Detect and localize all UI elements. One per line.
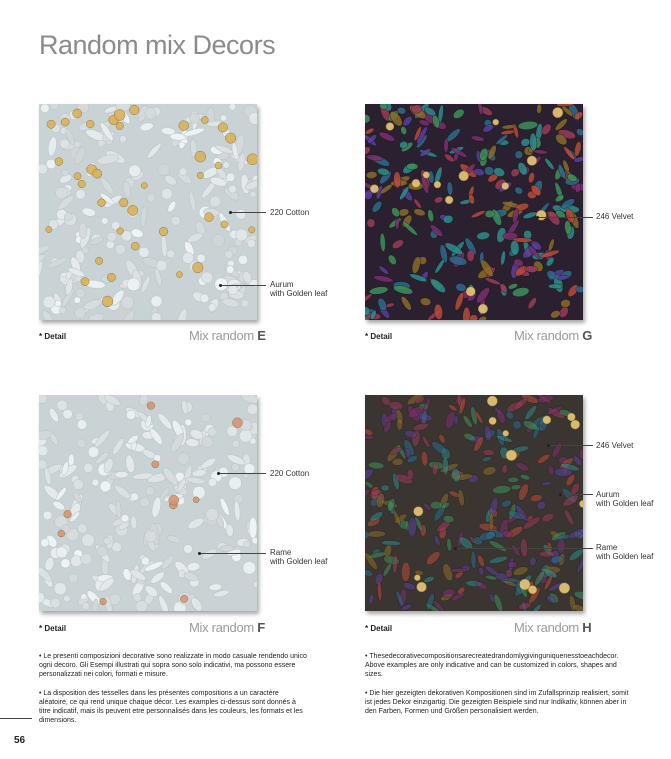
leader-dot — [229, 211, 232, 214]
accent-bead — [78, 180, 85, 187]
tessera — [397, 418, 403, 430]
accent-bead — [131, 242, 139, 250]
tessera — [208, 428, 217, 437]
tessera — [228, 285, 237, 294]
mosaic-tile-g — [365, 104, 583, 320]
tessera — [220, 115, 226, 121]
leader-dot — [454, 547, 457, 550]
tessera — [167, 250, 175, 258]
tessera — [77, 420, 87, 430]
accent-bead — [64, 510, 72, 518]
tessera — [226, 173, 235, 182]
accent-bead — [176, 272, 182, 278]
tessera — [71, 555, 82, 566]
tessera — [239, 429, 252, 442]
tessera — [201, 272, 213, 284]
accent-bead — [46, 226, 52, 232]
callout-g-velvet: 246 Velvet — [596, 212, 634, 221]
page-number: 56 — [14, 735, 26, 746]
tessera — [54, 583, 66, 595]
tessera — [82, 534, 95, 547]
accent-bead — [215, 162, 222, 169]
callout-h-velvet: 246 Velvet — [596, 441, 634, 450]
accent-bead — [120, 198, 129, 207]
callout-f-cotton: 220 Cotton — [270, 469, 310, 478]
tessera — [161, 188, 172, 199]
accent-bead — [147, 402, 155, 410]
tessera — [74, 308, 85, 319]
page-number-rule — [0, 718, 32, 719]
leader-dot — [547, 444, 550, 447]
callout-e-aurum: Aurum with Golden leaf — [270, 280, 328, 298]
tessera — [243, 541, 250, 548]
tessera — [59, 307, 66, 314]
accent-bead — [86, 120, 94, 128]
leader-dot — [536, 216, 539, 219]
tessera — [76, 289, 85, 298]
tessera — [236, 209, 246, 219]
tessera — [121, 296, 134, 309]
tessera — [81, 594, 87, 600]
tessera — [139, 247, 149, 257]
tessera — [60, 276, 67, 283]
accent-bead — [107, 273, 115, 281]
accent-bead — [114, 110, 125, 121]
tessera — [64, 213, 72, 221]
leader-dot — [217, 472, 220, 475]
tessera — [367, 531, 386, 538]
tessera — [100, 481, 111, 492]
tessera — [229, 104, 236, 110]
tessera — [147, 194, 155, 202]
tessera — [77, 439, 86, 448]
accent-bead — [413, 507, 423, 517]
accent-bead — [195, 151, 206, 162]
tessera — [107, 232, 116, 241]
accent-bead — [414, 575, 420, 581]
tessera — [88, 447, 99, 458]
tessera — [146, 487, 155, 496]
detail-label-e: * Detail — [39, 332, 67, 341]
accent-bead — [141, 183, 147, 189]
tessera — [208, 303, 216, 311]
note-french: • La disposition des tesselles dans les présentes compositions a un caractère aléatoire, ce qui rend unique chaque décor. Les examples ci-dessus sont donnés à titre indicatif, mais ils peuvent etre personnalisés dans les couleurs, les formats et les dimensions. — [39, 690, 303, 724]
tessera — [200, 294, 209, 303]
tessera — [141, 557, 149, 565]
tessera — [236, 229, 248, 241]
tessera — [225, 250, 233, 258]
tessera — [64, 595, 71, 602]
accent-bead — [117, 228, 124, 235]
tessera — [145, 108, 156, 119]
accent-bead — [152, 461, 159, 468]
tessera — [232, 440, 239, 447]
leader-line — [218, 473, 266, 474]
accent-bead — [225, 133, 235, 143]
note-italian: • Le presenti composizioni decorative sono realizzate in modo casuale rendendo unico ogni decoro. Gli Esempi illustrati qui sopra sono solo indicativi, ma possono essere personalizzati nei colori, formati e misure. — [39, 653, 307, 678]
tessera — [82, 247, 89, 254]
tessera — [249, 517, 257, 538]
mix-label-h: Mix random H — [514, 620, 592, 635]
accent-bead — [128, 205, 138, 215]
tessera — [106, 241, 114, 249]
leader-line — [537, 217, 593, 218]
callout-e-cotton: 220 Cotton — [270, 208, 310, 217]
tessera — [84, 463, 93, 472]
accent-bead — [232, 418, 242, 428]
accent-bead — [423, 172, 430, 179]
accent-bead — [417, 582, 427, 592]
tessera — [208, 478, 216, 486]
tessera — [539, 551, 555, 557]
tessera — [129, 165, 141, 177]
tessera — [126, 410, 135, 419]
tessera — [444, 138, 449, 152]
accent-bead — [193, 262, 204, 273]
tessera — [78, 524, 88, 534]
tessera — [250, 191, 256, 197]
detail-label-h: * Detail — [365, 624, 393, 633]
accent-bead — [180, 595, 188, 603]
tessera — [178, 452, 190, 464]
tessera — [46, 159, 56, 169]
callout-f-rame: Rame with Golden leaf — [270, 548, 328, 566]
tessera — [156, 260, 167, 271]
tessera — [81, 553, 92, 564]
mosaic-tile-h — [365, 395, 583, 611]
accent-bead — [93, 169, 102, 178]
tessera — [548, 284, 562, 289]
tessera — [212, 234, 224, 246]
tessera — [489, 513, 494, 532]
tessera — [171, 216, 181, 226]
accent-bead — [543, 416, 551, 424]
page-title: Random mix Decors — [39, 30, 276, 60]
tessera — [152, 313, 162, 320]
tessera — [252, 537, 257, 544]
tessera — [133, 594, 141, 602]
tessera — [151, 296, 162, 307]
accent-bead — [527, 156, 537, 166]
tessera — [229, 477, 242, 490]
tessera — [407, 469, 414, 480]
tessera — [79, 222, 87, 238]
accent-bead — [100, 598, 107, 605]
accent-bead — [102, 296, 113, 307]
tessera — [101, 218, 108, 225]
accent-bead — [559, 583, 570, 594]
tessera — [202, 436, 214, 448]
mosaic-g-pattern — [365, 104, 583, 320]
tessera — [61, 559, 70, 568]
tessera — [190, 113, 200, 123]
detail-label-g: * Detail — [365, 332, 393, 341]
accent-bead — [55, 158, 63, 166]
accent-bead — [159, 227, 168, 236]
tessera — [182, 252, 193, 263]
accent-bead — [218, 123, 227, 132]
leader-line — [455, 548, 593, 549]
tessera — [184, 544, 193, 553]
tessera — [60, 139, 70, 149]
accent-bead — [74, 173, 81, 180]
detail-label-f: * Detail — [39, 624, 67, 633]
leader-line — [548, 445, 593, 446]
tessera — [197, 254, 206, 263]
accent-bead — [193, 497, 199, 503]
accent-bead — [205, 213, 214, 222]
mosaic-h-pattern — [365, 395, 583, 611]
accent-bead — [249, 227, 255, 233]
tessera — [55, 300, 62, 307]
tessera — [76, 189, 86, 199]
accent-bead — [179, 121, 189, 131]
mix-label-g: Mix random G — [514, 328, 593, 343]
tessera — [406, 163, 418, 170]
accent-bead — [489, 417, 497, 425]
tessera — [232, 463, 240, 471]
tessera — [206, 508, 219, 521]
accent-bead — [169, 495, 179, 505]
tessera — [450, 568, 467, 573]
tessera — [238, 255, 247, 264]
accent-bead — [528, 585, 537, 594]
accent-bead — [571, 420, 580, 429]
tessera — [179, 168, 187, 176]
accent-bead — [98, 199, 106, 207]
accent-bead — [247, 154, 257, 165]
leader-line — [199, 553, 266, 554]
accent-bead — [567, 413, 575, 421]
leader-line — [230, 212, 266, 213]
accent-bead — [553, 107, 563, 117]
accent-bead — [506, 450, 517, 461]
mix-label-e: Mix random E — [189, 328, 266, 343]
leader-dot — [198, 552, 201, 555]
note-german: • Die hier gezeigten dekorativen Kompositionen sind im Zufallsprinzip realisiert, somit ist jedes Dekor einzigartig. Die gezeigten Beispiele sind nur Indikativ, können aber in den Farben, Formen und Größen personalisiert werden. — [365, 690, 629, 715]
accent-bead — [412, 179, 420, 187]
tessera — [243, 561, 256, 574]
accent-bead — [95, 257, 102, 264]
accent-bead — [503, 430, 509, 436]
tessera — [92, 479, 99, 486]
leader-line — [560, 494, 593, 495]
tessera — [508, 477, 519, 483]
tessera — [226, 266, 234, 274]
tessera — [253, 581, 257, 587]
accent-bead — [386, 122, 394, 130]
tessera — [247, 404, 257, 415]
tessera — [401, 562, 410, 582]
tessera — [97, 546, 107, 556]
tessera — [115, 244, 125, 254]
accent-bead — [459, 171, 469, 181]
tessera — [467, 250, 475, 262]
leader-line — [220, 285, 266, 286]
tessera — [127, 278, 140, 291]
tessera — [121, 514, 129, 522]
callout-h-aurum: Aurum with Golden leaf — [596, 490, 654, 508]
tessera — [75, 276, 81, 282]
tessera — [241, 300, 248, 307]
tessera — [56, 547, 67, 558]
tessera — [62, 169, 69, 176]
tessera — [229, 185, 237, 193]
tessera — [115, 471, 128, 478]
leader-dot — [559, 493, 562, 496]
accent-bead — [502, 182, 509, 189]
mosaic-f-pattern — [39, 395, 257, 611]
tessera — [202, 414, 210, 422]
tessera — [210, 196, 221, 207]
accent-bead — [370, 185, 378, 193]
tessera — [120, 135, 127, 142]
accent-bead — [201, 116, 208, 123]
accent-bead — [129, 105, 139, 115]
accent-bead — [493, 119, 499, 125]
tessera — [140, 497, 150, 507]
leader-dot — [219, 284, 222, 287]
tessera — [76, 412, 84, 420]
tessera — [41, 104, 50, 113]
tessera — [131, 493, 139, 501]
mix-label-f: Mix random F — [189, 620, 265, 635]
tessera — [57, 400, 68, 411]
accent-bead — [116, 122, 123, 129]
accent-bead — [445, 196, 453, 204]
tessera — [145, 530, 157, 542]
accent-bead — [487, 396, 497, 406]
accent-bead — [434, 181, 441, 188]
tessera — [50, 598, 60, 608]
tessera — [82, 602, 89, 609]
tessera — [185, 419, 192, 426]
mosaic-tile-f — [39, 395, 257, 611]
tessera — [223, 162, 230, 169]
tessera — [43, 511, 52, 520]
accent-bead — [466, 287, 475, 296]
note-english: • Thesedecorativecompositionsarecreatedrandomlygivinguniquenesstoeachdecor. Above examples are only indicative and can be customized in colors, shapes and sizes. — [365, 653, 619, 678]
accent-bead — [61, 118, 69, 126]
accent-bead — [81, 278, 89, 286]
accent-bead — [73, 109, 82, 118]
tessera — [158, 164, 170, 176]
accent-bead — [221, 221, 228, 228]
tessera — [74, 297, 81, 304]
tessera — [63, 409, 73, 419]
accent-bead — [478, 304, 488, 314]
callout-h-rame: Rame with Golden leaf — [596, 543, 654, 561]
tessera — [73, 479, 83, 489]
mosaic-e-pattern — [39, 104, 257, 320]
tessera — [56, 187, 68, 199]
tessera — [247, 239, 255, 247]
tessera — [104, 537, 111, 544]
tessera — [43, 296, 55, 308]
accent-bead — [197, 172, 203, 178]
mosaic-tile-e — [39, 104, 257, 320]
tessera — [381, 485, 389, 491]
tessera — [39, 445, 48, 455]
accent-bead — [47, 120, 55, 128]
tessera — [40, 539, 48, 547]
tessera — [69, 573, 78, 582]
accent-bead — [58, 530, 65, 537]
